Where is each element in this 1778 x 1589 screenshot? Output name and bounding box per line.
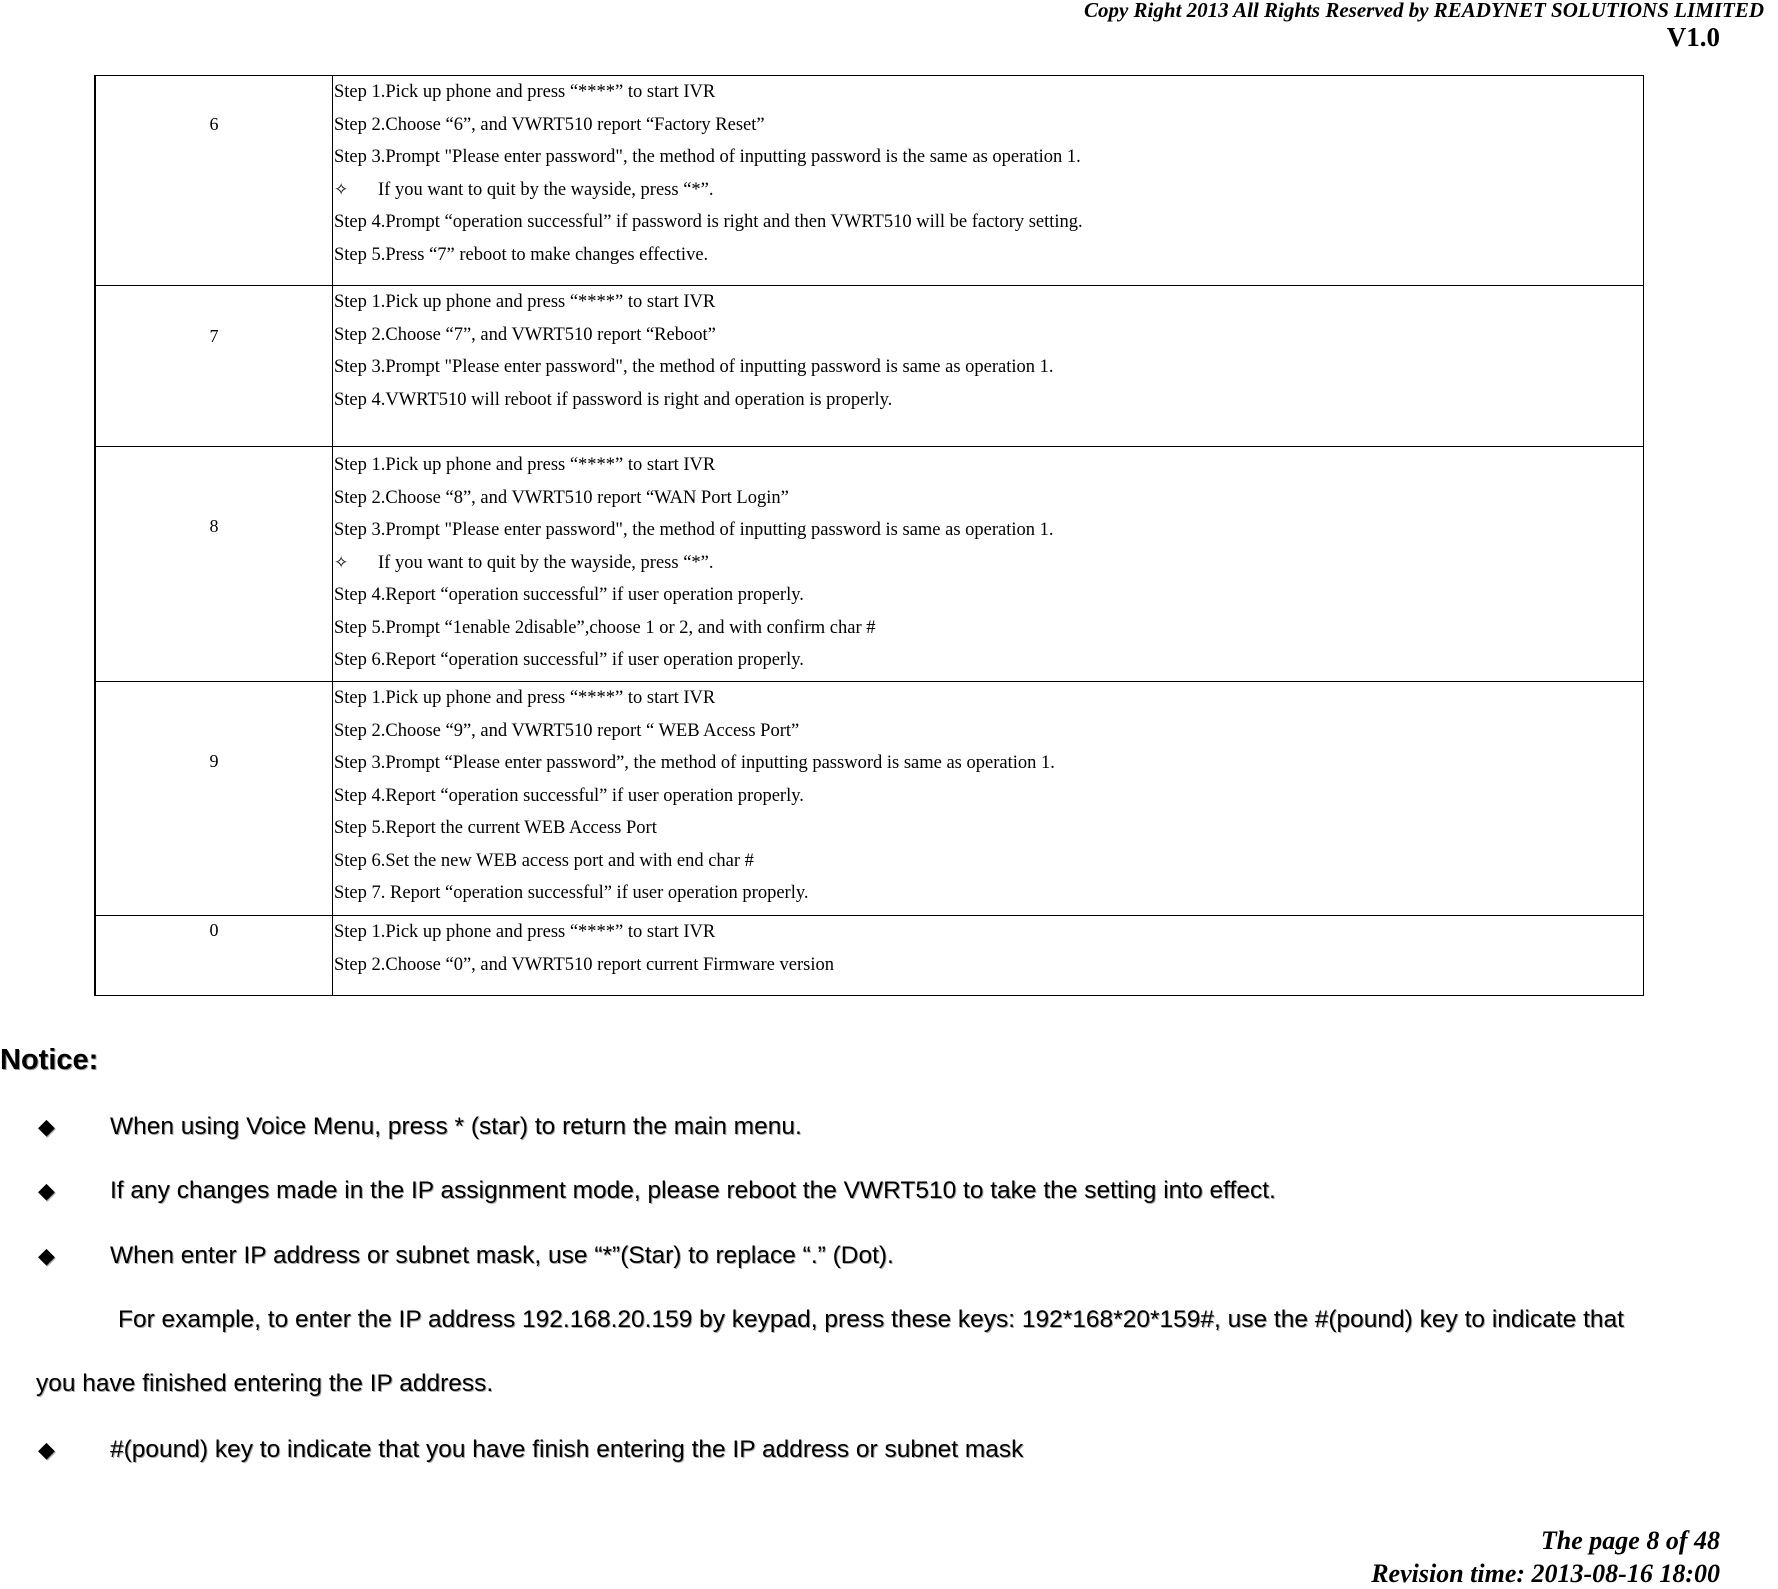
operation-number-cell <box>95 76 333 286</box>
step-text: Step 5.Prompt “1enable 2disable”,choose 1 or 2, and with confirm char # <box>334 617 876 638</box>
diamond-bullet-icon: ◆ <box>38 1437 55 1462</box>
revision-time: Revision time: 2013-08-16 18:00 <box>1371 1559 1720 1588</box>
step-text: Step 6.Set the new WEB access port and with end char # <box>334 850 754 871</box>
step-text: Step 2.Choose “0”, and VWRT510 report current Firmware version <box>334 954 834 975</box>
table-row <box>95 76 1644 286</box>
diamond-star-icon: ✧ <box>334 552 349 572</box>
operation-number-cell <box>95 286 333 447</box>
operation-number-cell <box>95 447 333 682</box>
operation-number: 6 <box>209 114 219 134</box>
operation-number-cell <box>95 916 333 996</box>
diamond-bullet-icon: ◆ <box>38 1114 55 1139</box>
steps-cell <box>333 286 1644 447</box>
table-row <box>95 286 1644 447</box>
step-text: Step 4.VWRT510 will reboot if password is right and operation is properly. <box>334 389 893 410</box>
diamond-star-icon: ✧ <box>334 179 349 199</box>
step-text: Step 4.Prompt “operation successful” if password is right and then VWRT510 will be factory setting. <box>334 212 1083 232</box>
notice-item-text: #(pound) key to indicate that you have finish entering the IP address or subnet mask <box>110 1436 1024 1463</box>
steps-cell <box>333 682 1644 916</box>
step-text: Step 2.Choose “6”, and VWRT510 report “Factory Reset” <box>334 114 765 135</box>
step-text: Step 4.Report “operation successful” if user operation properly. <box>334 785 804 806</box>
notice-item <box>38 1436 1023 1464</box>
copyright-header: Copy Right 2013 All Rights Reserved by READYNET SOLUTIONS LIMITED <box>1083 0 1764 22</box>
step-text: Step 1.Pick up phone and press “****” to start IVR <box>334 82 716 102</box>
step-text: Step 7. Report “operation successful” if user operation properly. <box>334 883 809 903</box>
operation-number: 0 <box>209 920 219 940</box>
step-text: Step 3.Prompt "Please enter password", the method of inputting password is same as operation 1. <box>334 357 1054 377</box>
operation-number-cell <box>95 682 333 916</box>
document-version: V1.0 <box>1666 22 1720 52</box>
notice-item <box>38 1177 1276 1205</box>
step-text: Step 1.Pick up phone and press “****” to start IVR <box>334 688 716 708</box>
steps-cell <box>333 916 1644 996</box>
steps-cell <box>333 447 1644 682</box>
step-text: Step 2.Choose “9”, and VWRT510 report “ WEB Access Port” <box>334 720 800 741</box>
operation-number: 9 <box>209 751 219 771</box>
step-text: Step 2.Choose “8”, and VWRT510 report “WAN Port Login” <box>334 487 789 508</box>
notice-item <box>38 1242 894 1270</box>
step-text: Step 4.Report “operation successful” if user operation properly. <box>334 585 804 605</box>
example-text-line-2: you have finished entering the IP address. <box>36 1370 494 1397</box>
step-text: If you want to quit by the wayside, press “*”. <box>378 179 714 200</box>
operation-number: 8 <box>209 516 219 536</box>
page-number: The page 8 of 48 <box>1540 1526 1720 1555</box>
notice-item <box>38 1113 802 1141</box>
step-text: Step 3.Prompt "Please enter password", the method of inputting password is same as operation 1. <box>334 520 1054 540</box>
step-text: Step 5.Report the current WEB Access Port <box>334 818 657 838</box>
note-line <box>334 174 1643 207</box>
step-text: Step 3.Prompt “Please enter password”, the method of inputting password is same as operation 1. <box>334 753 1055 773</box>
step-text: Step 2.Choose “7”, and VWRT510 report “Reboot” <box>334 324 716 345</box>
notice-item-text: When using Voice Menu, press * (star) to return the main menu. <box>110 1113 802 1140</box>
table-row <box>95 682 1644 916</box>
table-row <box>95 916 1644 996</box>
step-text: Step 5.Press “7” reboot to make changes effective. <box>334 244 709 265</box>
step-text: Step 1.Pick up phone and press “****” to start IVR <box>334 922 716 942</box>
ivr-operations-table <box>94 75 1644 996</box>
step-text: Step 3.Prompt "Please enter password", the method of inputting password is the same as operation 1. <box>334 147 1081 167</box>
step-text: Step 1.Pick up phone and press “****” to start IVR <box>334 455 716 475</box>
diamond-bullet-icon: ◆ <box>38 1178 55 1203</box>
notice-item-text: When enter IP address or subnet mask, use “*”(Star) to replace “.” (Dot). <box>110 1242 894 1269</box>
table-row <box>95 447 1644 682</box>
operation-number: 7 <box>209 326 219 346</box>
note-line <box>334 547 1643 580</box>
step-text: If you want to quit by the wayside, press “*”. <box>378 552 714 573</box>
notice-heading: Notice: <box>0 1044 99 1076</box>
step-text: Step 1.Pick up phone and press “****” to start IVR <box>334 292 716 312</box>
notice-item-text: If any changes made in the IP assignment mode, please reboot the VWRT510 to take the setting into effect. <box>110 1177 1276 1204</box>
step-text: Step 6.Report “operation successful” if user operation properly. <box>334 650 804 670</box>
steps-cell <box>333 76 1644 286</box>
example-text-line-1: For example, to enter the IP address 192.168.20.159 by keypad, press these keys: 192*168*20*159#, use the #(pound) key to indicate that <box>118 1306 1624 1333</box>
diamond-bullet-icon: ◆ <box>38 1243 55 1268</box>
